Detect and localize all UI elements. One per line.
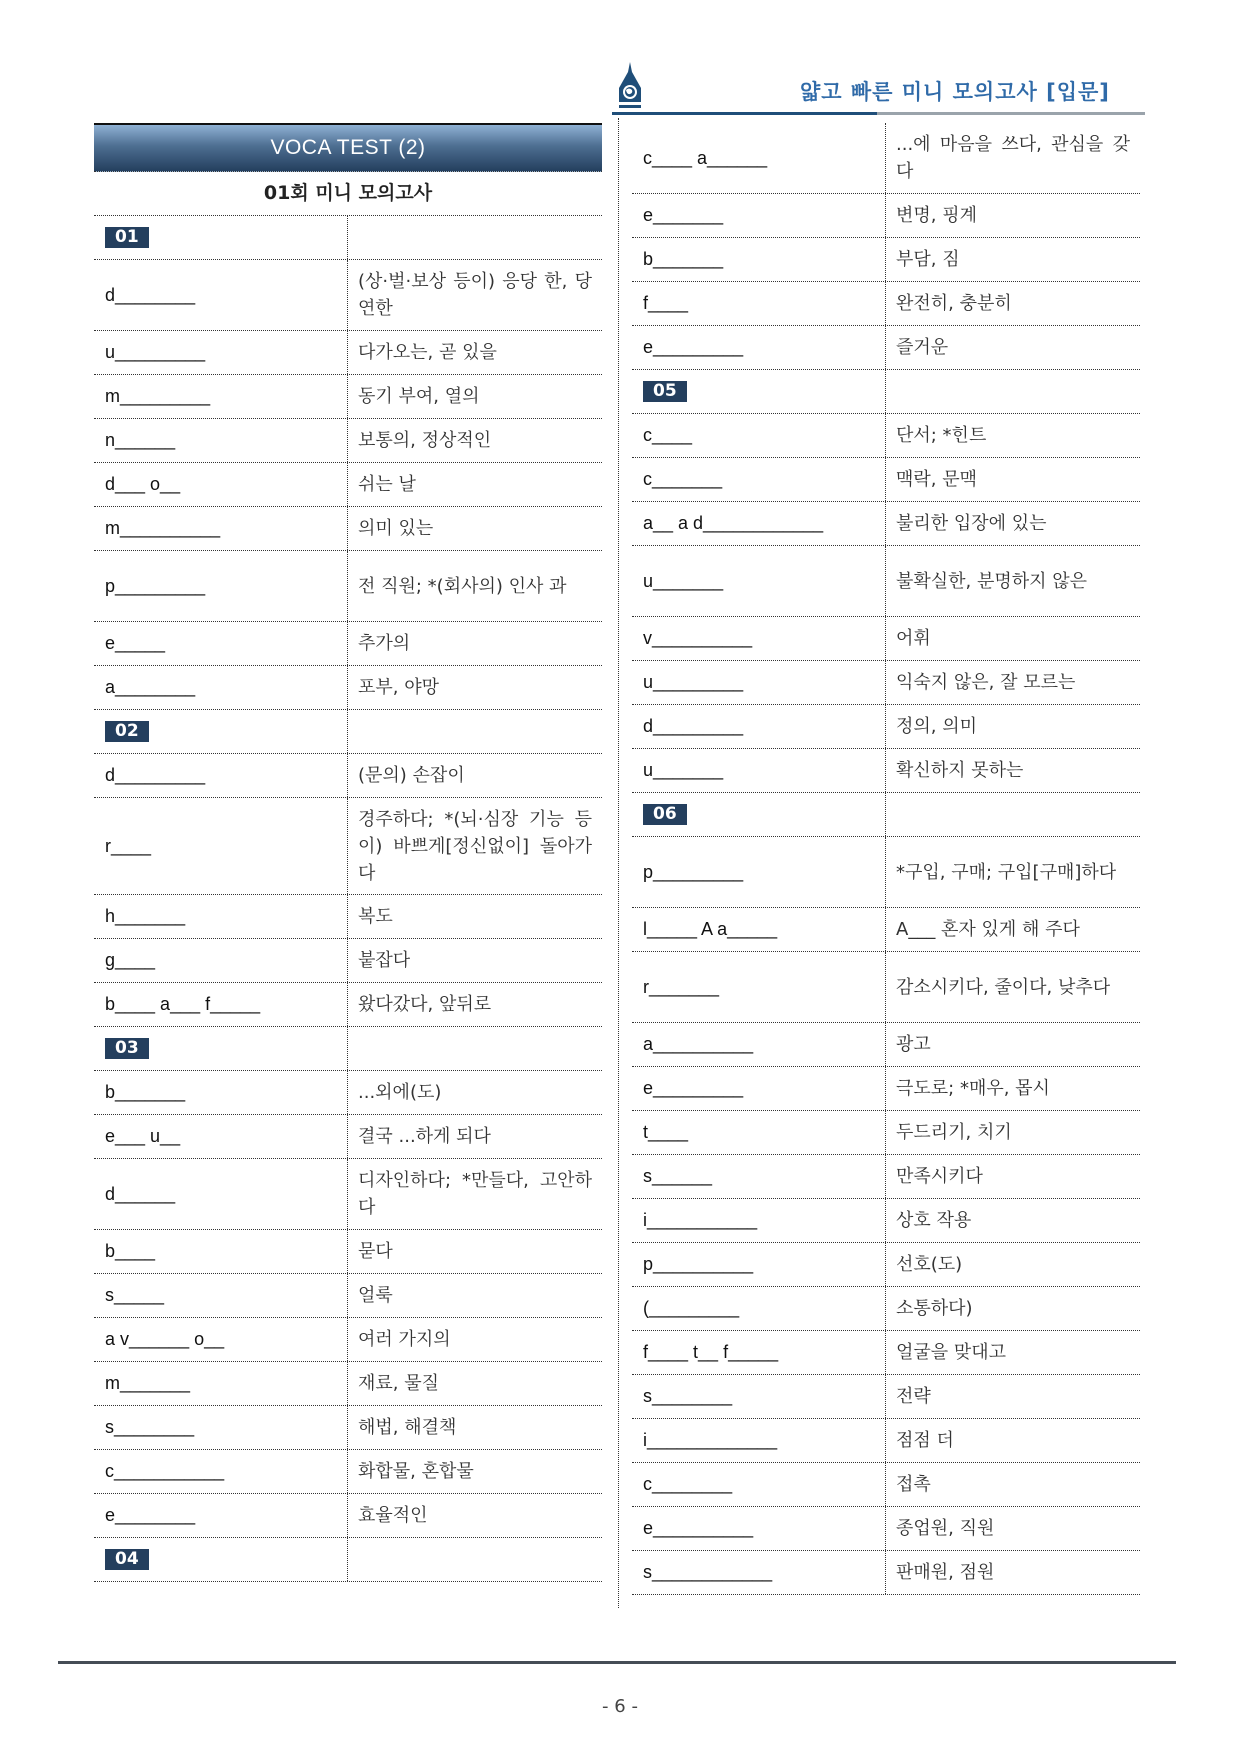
- korean-meaning-cell: 두드리기, 치기: [896, 1122, 1012, 1143]
- section-cell: [94, 1538, 348, 1581]
- vocab-row: [632, 1243, 1140, 1287]
- vocab-row: [94, 798, 602, 895]
- section-header-row: [94, 1538, 602, 1582]
- english-blank-cell: c____: [632, 414, 886, 457]
- english-blank-cell: m_________: [94, 375, 348, 418]
- korean-meaning-cell: 완전히, 충분히: [896, 293, 1012, 314]
- english-blank-cell: c____ a______: [632, 123, 886, 193]
- korean-meaning-cell: 부담, 짐: [896, 249, 960, 270]
- english-blank-cell: r_______: [632, 952, 886, 1022]
- empty-cell: [886, 793, 1140, 836]
- fountain-pen-globe-icon: [614, 62, 646, 110]
- korean-meaning-cell: 광고: [896, 1034, 931, 1055]
- korean-meaning-cell: 확신하지 못하는: [896, 760, 1024, 781]
- korean-meaning-cell: 얼룩: [358, 1285, 393, 1306]
- vocab-row: [94, 1450, 602, 1494]
- korean-meaning-cell: 불확실한, 분명하지 않은: [896, 570, 1088, 592]
- english-blank-cell: f____ t__ f_____: [632, 1331, 886, 1374]
- vocab-row: [632, 837, 1140, 908]
- vocab-row: [632, 952, 1140, 1023]
- english-blank-cell: g____: [94, 939, 348, 982]
- vocab-row: [632, 749, 1140, 793]
- vocab-row: [632, 908, 1140, 952]
- korean-meaning-cell: *구입, 구매; 구입[구매]하다: [896, 861, 1117, 883]
- english-blank-cell: b_______: [632, 238, 886, 281]
- english-blank-cell: d______: [94, 1159, 348, 1229]
- korean-meaning-cell: 재료, 물질: [358, 1373, 439, 1394]
- vocab-row: [94, 666, 602, 710]
- english-blank-cell: l_____ A a_____: [632, 908, 886, 951]
- vocab-row: [632, 1331, 1140, 1375]
- english-blank-cell: p_________: [94, 551, 348, 621]
- english-blank-cell: e__________: [632, 1507, 886, 1550]
- english-blank-cell: p_________: [632, 837, 886, 907]
- page-header-title: 얇고 빠른 미니 모의고사 [입문]: [800, 80, 1110, 104]
- korean-meaning-cell: ...외에(도): [358, 1082, 442, 1103]
- vocab-row: [632, 661, 1140, 705]
- section-header-row: [632, 370, 1140, 414]
- section-cell: [632, 370, 886, 413]
- english-blank-cell: e_________: [632, 326, 886, 369]
- english-blank-cell: c________: [632, 1463, 886, 1506]
- english-blank-cell: m__________: [94, 507, 348, 550]
- korean-meaning-cell: 화합물, 혼합물: [358, 1461, 474, 1482]
- korean-meaning-cell: 즐거운: [896, 337, 949, 358]
- vocab-row: [94, 1071, 602, 1115]
- korean-meaning-cell: 만족시키다: [896, 1166, 983, 1187]
- english-blank-cell: c_______: [632, 458, 886, 501]
- korean-meaning-cell: 얼굴을 맞대고: [896, 1342, 1007, 1363]
- korean-meaning-cell: 여러 가지의: [358, 1329, 451, 1350]
- korean-meaning-cell: (문의) 손잡이: [358, 765, 465, 786]
- vocab-row: [94, 754, 602, 798]
- section-badge: 01: [105, 227, 149, 248]
- empty-cell: [348, 1538, 602, 1581]
- english-blank-cell: h_______: [94, 895, 348, 938]
- section-cell: [94, 1027, 348, 1070]
- vocab-row: [632, 546, 1140, 617]
- english-blank-cell: s____________: [632, 1551, 886, 1594]
- left-column: [94, 123, 602, 1582]
- english-blank-cell: d_________: [632, 705, 886, 748]
- vocab-row: [632, 414, 1140, 458]
- vocab-row: [94, 1362, 602, 1406]
- vocab-row: [94, 1230, 602, 1274]
- english-blank-cell: b_______: [94, 1071, 348, 1114]
- english-blank-cell: f____: [632, 282, 886, 325]
- korean-meaning-cell: A___ 혼자 있게 해 주다: [896, 919, 1080, 940]
- korean-meaning-cell: 선호(도): [896, 1254, 963, 1275]
- vocab-row: [94, 419, 602, 463]
- voca-test-banner: VOCA TEST (2): [94, 123, 602, 172]
- english-blank-cell: s______: [632, 1155, 886, 1198]
- section-badge: 06: [643, 804, 687, 825]
- korean-meaning-cell: 포부, 야망: [358, 677, 439, 698]
- vocab-row: [632, 1507, 1140, 1551]
- korean-meaning-cell: 묻다: [358, 1241, 393, 1262]
- korean-meaning-cell: (상·벌·보상 등이) 응당 한, 당연한: [358, 271, 592, 319]
- korean-meaning-cell: 맥락, 문맥: [896, 469, 977, 490]
- english-blank-cell: d________: [94, 260, 348, 330]
- english-blank-cell: c___________: [94, 1450, 348, 1493]
- english-blank-cell: e___ u__: [94, 1115, 348, 1158]
- column-divider: [618, 118, 619, 1608]
- vocab-row: [94, 1115, 602, 1159]
- vocab-row: [94, 895, 602, 939]
- english-blank-cell: a__________: [632, 1023, 886, 1066]
- vocab-row: [94, 551, 602, 622]
- right-column: [632, 123, 1140, 1595]
- vocab-row: [94, 375, 602, 419]
- korean-meaning-cell: 판매원, 점원: [896, 1562, 995, 1583]
- korean-meaning-cell: 상호 작용: [896, 1210, 972, 1231]
- vocab-row: [632, 1199, 1140, 1243]
- korean-meaning-cell: 붙잡다: [358, 950, 411, 971]
- korean-meaning-cell: 다가오는, 곧 있을: [358, 342, 497, 363]
- korean-meaning-cell: 동기 부여, 열의: [358, 386, 480, 407]
- korean-meaning-cell: 보통의, 정상적인: [358, 430, 492, 451]
- english-blank-cell: u_______: [632, 749, 886, 792]
- korean-meaning-cell: 단서; *힌트: [896, 425, 987, 446]
- vocab-table-right: [632, 123, 1140, 1595]
- section-badge: 03: [105, 1038, 149, 1059]
- english-blank-cell: p__________: [632, 1243, 886, 1286]
- korean-meaning-cell: 전략: [896, 1386, 931, 1407]
- korean-meaning-cell: 불리한 입장에 있는: [896, 513, 1047, 534]
- korean-meaning-cell: 의미 있는: [358, 518, 434, 539]
- empty-cell: [886, 370, 1140, 413]
- english-blank-cell: e_____: [94, 622, 348, 665]
- korean-meaning-cell: 쉬는 날: [358, 474, 416, 495]
- english-blank-cell: a________: [94, 666, 348, 709]
- english-blank-cell: (_________: [632, 1287, 886, 1330]
- english-blank-cell: u_________: [632, 661, 886, 704]
- english-blank-cell: e_______: [632, 194, 886, 237]
- vocab-row: [632, 1111, 1140, 1155]
- english-blank-cell: b____ a___ f_____: [94, 983, 348, 1026]
- korean-meaning-cell: 변명, 핑계: [896, 205, 977, 226]
- vocab-row: [632, 1023, 1140, 1067]
- english-blank-cell: s________: [632, 1375, 886, 1418]
- vocab-row: [632, 1551, 1140, 1595]
- english-blank-cell: d___ o__: [94, 463, 348, 506]
- vocab-row: [94, 1159, 602, 1230]
- vocab-row: [632, 1419, 1140, 1463]
- section-cell: [632, 793, 886, 836]
- vocab-row: [632, 1463, 1140, 1507]
- english-blank-cell: e_________: [632, 1067, 886, 1110]
- vocab-row: [94, 622, 602, 666]
- test-subtitle: 01회 미니 모의고사: [94, 172, 602, 216]
- vocab-row: [632, 1375, 1140, 1419]
- footer-rule: [58, 1661, 1176, 1664]
- korean-meaning-cell: 추가의: [358, 633, 411, 654]
- vocab-row: [94, 1318, 602, 1362]
- korean-meaning-cell: 결국 ...하게 되다: [358, 1126, 491, 1147]
- english-blank-cell: i_____________: [632, 1419, 886, 1462]
- section-badge: 05: [643, 381, 687, 402]
- vocab-row: [94, 463, 602, 507]
- vocab-row: [632, 705, 1140, 749]
- vocab-row: [94, 331, 602, 375]
- empty-cell: [348, 1027, 602, 1070]
- vocab-table-left: [94, 216, 602, 1582]
- korean-meaning-cell: 소통하다): [896, 1298, 973, 1319]
- korean-meaning-cell: 전 직원; *(회사의) 인사 과: [358, 575, 567, 597]
- vocab-row: [94, 1274, 602, 1318]
- section-header-row: [94, 1027, 602, 1071]
- vocab-row: [94, 939, 602, 983]
- page-number: - 6 -: [602, 1696, 638, 1717]
- english-blank-cell: n______: [94, 419, 348, 462]
- english-blank-cell: d_________: [94, 754, 348, 797]
- korean-meaning-cell: 효율적인: [358, 1505, 428, 1526]
- english-blank-cell: t____: [632, 1111, 886, 1154]
- vocab-row: [632, 617, 1140, 661]
- korean-meaning-cell: 왔다갔다, 앞뒤로: [358, 994, 492, 1015]
- vocab-row: [94, 1494, 602, 1538]
- english-blank-cell: v__________: [632, 617, 886, 660]
- english-blank-cell: i___________: [632, 1199, 886, 1242]
- section-badge: 04: [105, 1549, 149, 1570]
- english-blank-cell: e________: [94, 1494, 348, 1537]
- vocab-row: [632, 194, 1140, 238]
- english-blank-cell: r____: [94, 798, 348, 894]
- korean-meaning-cell: 감소시키다, 줄이다, 낮추다: [896, 976, 1111, 998]
- english-blank-cell: b____: [94, 1230, 348, 1273]
- english-blank-cell: a v______ o__: [94, 1318, 348, 1361]
- vocab-row: [94, 1406, 602, 1450]
- vocab-row: [632, 326, 1140, 370]
- korean-meaning-cell: 정의, 의미: [896, 716, 977, 737]
- section-header-row: [94, 216, 602, 260]
- korean-meaning-cell: 종업원, 직원: [896, 1518, 995, 1539]
- korean-meaning-cell: 점점 더: [896, 1430, 954, 1451]
- empty-cell: [348, 710, 602, 753]
- vocab-row: [632, 1155, 1140, 1199]
- section-cell: [94, 710, 348, 753]
- korean-meaning-cell: 복도: [358, 906, 393, 927]
- korean-meaning-cell: 극도로; *매우, 몹시: [896, 1078, 1050, 1099]
- korean-meaning-cell: 어휘: [896, 628, 931, 649]
- english-blank-cell: u_______: [632, 546, 886, 616]
- section-badge: 02: [105, 721, 149, 742]
- vocab-row: [94, 983, 602, 1027]
- english-blank-cell: s________: [94, 1406, 348, 1449]
- vocab-row: [94, 507, 602, 551]
- empty-cell: [348, 216, 602, 259]
- header-rule: [612, 112, 1145, 116]
- vocab-row: [632, 1287, 1140, 1331]
- english-blank-cell: s_____: [94, 1274, 348, 1317]
- english-blank-cell: a__ a d____________: [632, 502, 886, 545]
- english-blank-cell: m_______: [94, 1362, 348, 1405]
- vocab-row: [632, 238, 1140, 282]
- section-cell: [94, 216, 348, 259]
- korean-meaning-cell: ...에 마음을 쓰다, 관심을 갖다: [896, 134, 1130, 182]
- vocab-row: [94, 260, 602, 331]
- english-blank-cell: u_________: [94, 331, 348, 374]
- vocab-row: [632, 1067, 1140, 1111]
- section-header-row: [632, 793, 1140, 837]
- korean-meaning-cell: 경주하다; *(뇌·심장 기능 등이) 바쁘게[정신없이] 돌아가다: [358, 808, 592, 884]
- korean-meaning-cell: 익숙지 않은, 잘 모르는: [896, 672, 1076, 693]
- korean-meaning-cell: 디자인하다; *만들다, 고안하다: [358, 1170, 592, 1218]
- vocab-row: [632, 282, 1140, 326]
- vocab-row: [632, 502, 1140, 546]
- korean-meaning-cell: 접촉: [896, 1474, 931, 1495]
- vocab-row: [632, 123, 1140, 194]
- section-header-row: [94, 710, 602, 754]
- vocab-row: [632, 458, 1140, 502]
- korean-meaning-cell: 해법, 해결책: [358, 1417, 457, 1438]
